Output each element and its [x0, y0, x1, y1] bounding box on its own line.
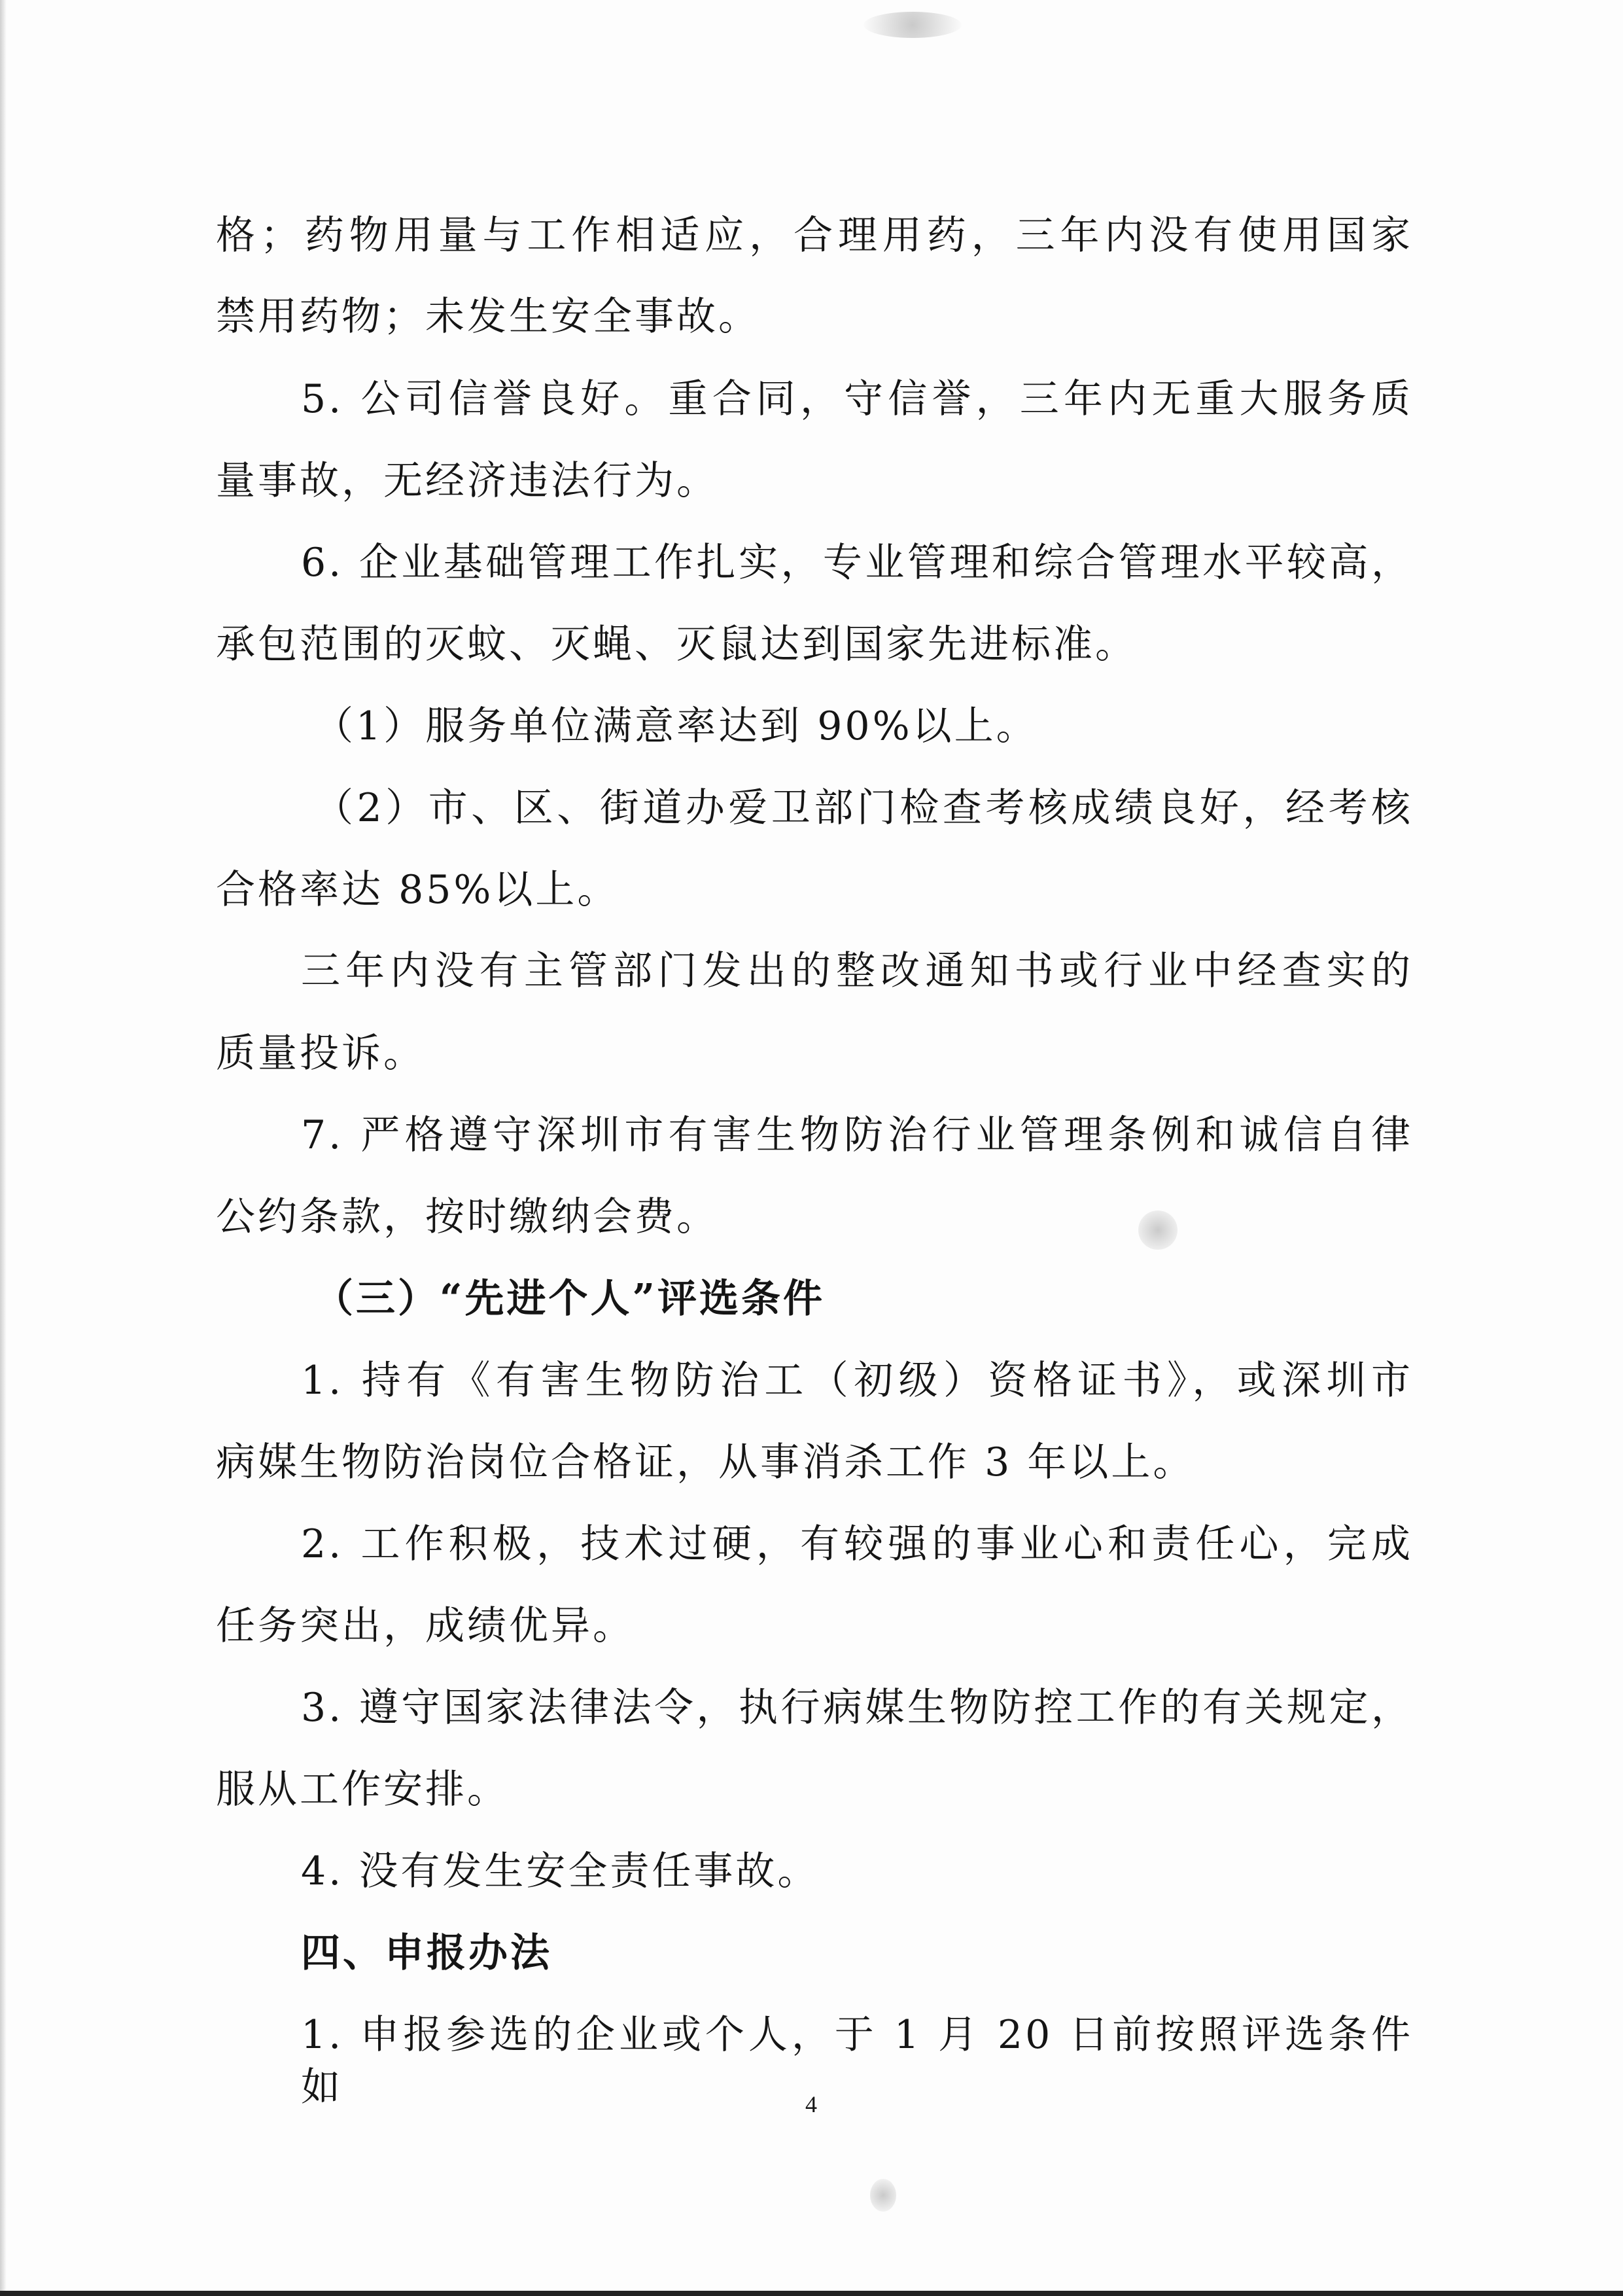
text-line: 公约条款，按时缴纳会费。 [216, 1194, 718, 1240]
text-line: 1. 申报参选的企业或个人，于 1 月 20 日前按照评选条件如 [301, 2012, 1413, 2110]
scan-edge-bottom [0, 2291, 1623, 2296]
text-line: 5. 公司信誉良好。重合同，守信誉，三年内无重大服务质 [301, 376, 1413, 422]
text-line: 格；药物用量与工作相适应，合理用药，三年内没有使用国家 [216, 213, 1413, 258]
page-number: 4 [805, 2091, 817, 2117]
text-line: 承包范围的灭蚊、灭蝇、灭鼠达到国家先进标准。 [216, 622, 1137, 667]
scan-smudge-bottom [870, 2179, 896, 2212]
text-line: （1）服务单位满意率达到 90%以上。 [314, 703, 1038, 749]
text-line: 服从工作安排。 [216, 1767, 509, 1812]
text-line: 合格率达 85%以上。 [216, 867, 620, 913]
scan-edge-left [0, 0, 7, 2296]
text-line: 病媒生物防治岗位合格证，从事消杀工作 3 年以上。 [216, 1439, 1195, 1485]
text-line: 三年内没有主管部门发出的整改通知书或行业中经查实的 [301, 948, 1413, 994]
text-line: 4. 没有发生安全责任事故。 [301, 1848, 820, 1894]
text-line: 任务突出，成绩优异。 [216, 1603, 635, 1649]
text-line: 禁用药物；未发生安全事故。 [216, 294, 760, 340]
section-heading: （三）“先进个人”评选条件 [314, 1276, 826, 1322]
text-line: 量事故，无经济违法行为。 [216, 458, 718, 504]
text-line: （2）市、区、街道办爱卫部门检查考核成绩良好，经考核 [314, 785, 1413, 831]
text-line: 质量投诉。 [216, 1031, 425, 1076]
text-line: 1. 持有《有害生物防治工（初级）资格证书》，或深圳市 [301, 1358, 1413, 1404]
text-line: 7. 严格遵守深圳市有害生物防治行业管理条例和诚信自律 [301, 1112, 1413, 1158]
text-line: 6. 企业基础管理工作扎实，专业管理和综合管理水平较高， [301, 540, 1413, 586]
section-heading: 四、申报办法 [301, 1930, 552, 1976]
scan-smudge-top [864, 12, 962, 38]
text-line: 2. 工作积极，技术过硬，有较强的事业心和责任心，完成 [301, 1521, 1413, 1567]
text-line: 3. 遵守国家法律法令，执行病媒生物防控工作的有关规定， [301, 1685, 1413, 1731]
